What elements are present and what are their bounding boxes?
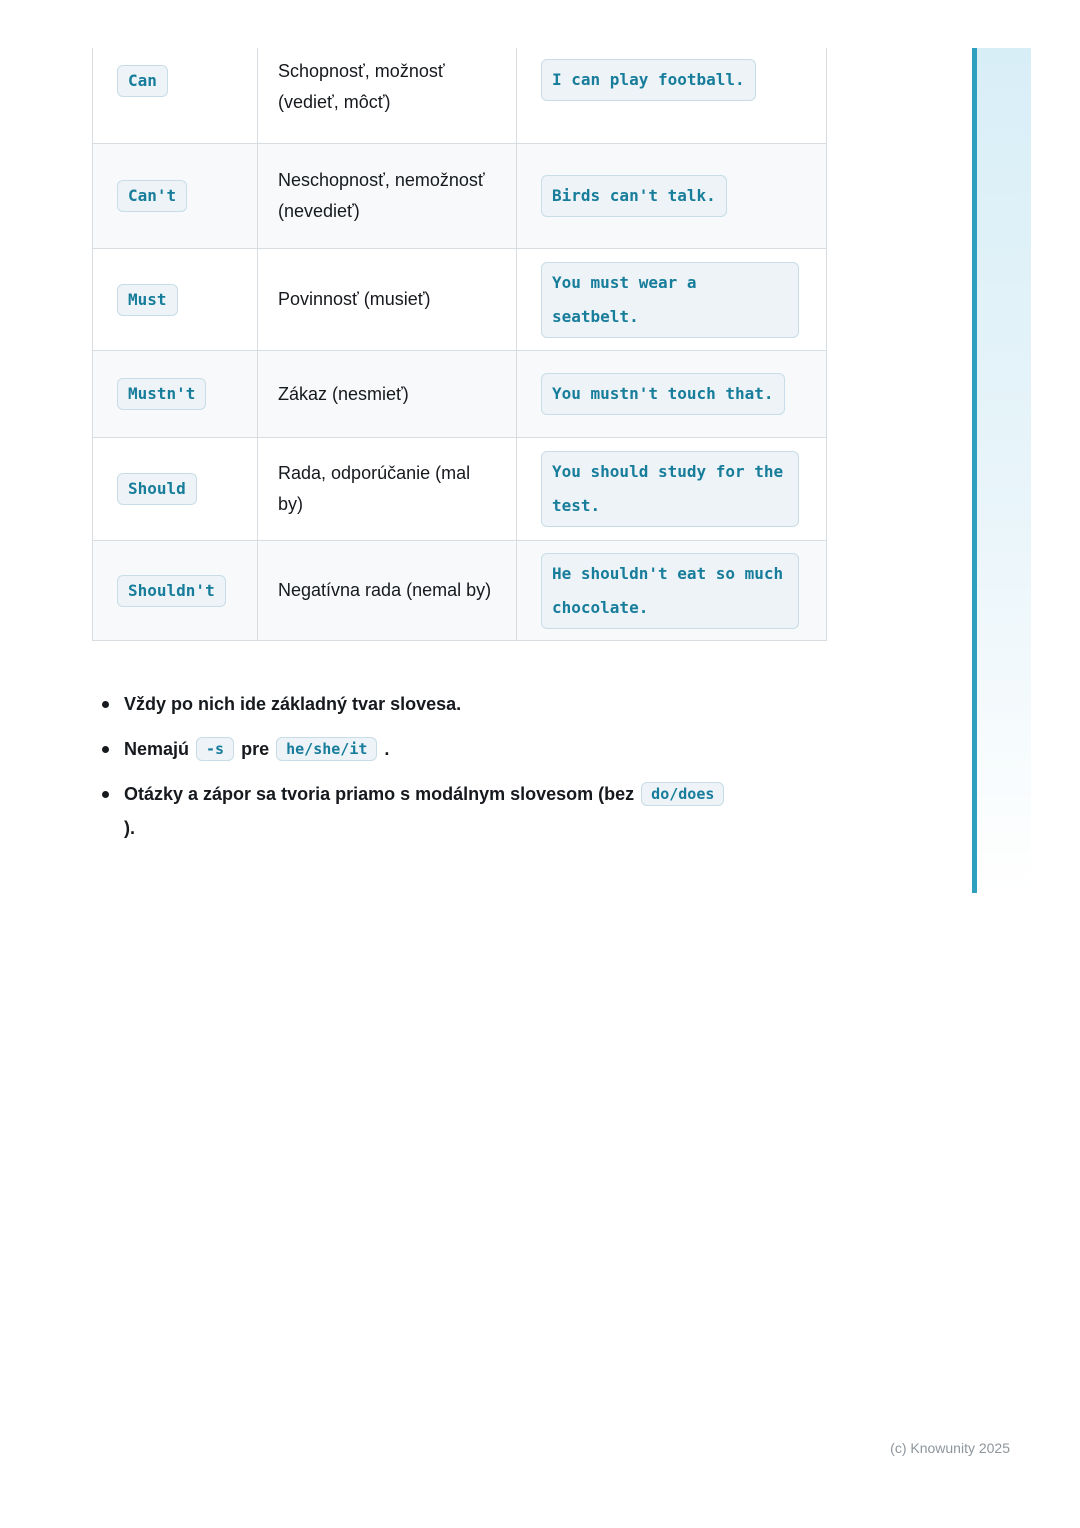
modal-cell bbox=[93, 351, 258, 437]
modal-cell bbox=[93, 541, 258, 640]
example-cell bbox=[517, 351, 828, 437]
meaning-text: Rada, odporúčanie (mal by) bbox=[278, 463, 471, 514]
meaning-cell bbox=[258, 351, 517, 437]
modal-badge: Must bbox=[117, 284, 178, 316]
page-edge-gradient bbox=[977, 48, 1031, 893]
meaning-cell bbox=[258, 541, 517, 640]
example-badge: You should study for the test. bbox=[541, 451, 799, 527]
table-row bbox=[93, 48, 826, 144]
note-text: . bbox=[379, 739, 390, 759]
modal-badge: Can bbox=[117, 65, 168, 97]
note-text: Otázky a zápor sa tvoria priamo s modálnym slovesom (bez bbox=[124, 784, 640, 804]
example-cell bbox=[517, 48, 828, 143]
modal-cell bbox=[93, 144, 258, 248]
example-badge: You mustn't touch that. bbox=[541, 373, 785, 415]
modal-cell bbox=[93, 438, 258, 540]
meaning-text: Neschopnosť, nemožnosť (nevedieť) bbox=[278, 170, 485, 221]
meaning-text: Schopnosť, možnosť (vedieť, môcť) bbox=[278, 61, 445, 112]
meaning-cell bbox=[258, 144, 517, 248]
inline-code-badge: do/does bbox=[641, 782, 724, 806]
table-row bbox=[93, 351, 826, 438]
meaning-text: Negatívna rada (nemal by) bbox=[278, 580, 492, 600]
note-item bbox=[92, 687, 737, 721]
modal-cell bbox=[93, 249, 258, 350]
example-badge: I can play football. bbox=[541, 59, 756, 101]
modal-badge: Shouldn't bbox=[117, 575, 226, 607]
meaning-cell bbox=[258, 249, 517, 350]
example-badge: Birds can't talk. bbox=[541, 175, 727, 217]
example-cell bbox=[517, 541, 828, 640]
modal-cell bbox=[93, 48, 258, 143]
note-text: ). bbox=[124, 818, 135, 838]
note-text: Vždy po nich ide základný tvar slovesa. bbox=[124, 694, 462, 714]
note-item bbox=[92, 732, 737, 766]
meaning-text: Zákaz (nesmieť) bbox=[278, 383, 409, 404]
example-badge: He shouldn't eat so much chocolate. bbox=[541, 553, 799, 629]
meaning-cell bbox=[258, 438, 517, 540]
content-area bbox=[92, 48, 827, 856]
note-item bbox=[92, 777, 737, 845]
table-row bbox=[93, 249, 826, 351]
inline-code-badge: -s bbox=[196, 737, 234, 761]
example-cell bbox=[517, 438, 828, 540]
note-text: pre bbox=[236, 739, 275, 759]
meaning-cell bbox=[258, 48, 517, 143]
copyright-text: (c) Knowunity 2025 bbox=[890, 1440, 1010, 1456]
modal-badge: Can't bbox=[117, 180, 187, 212]
example-badge: You must wear a seatbelt. bbox=[541, 262, 799, 338]
modal-verbs-table bbox=[92, 48, 827, 641]
table-row bbox=[93, 541, 826, 641]
table-row bbox=[93, 144, 826, 249]
notes-list bbox=[92, 687, 737, 845]
note-text: Nemajú bbox=[124, 739, 195, 759]
inline-code-badge: he/she/it bbox=[276, 737, 377, 761]
modal-badge: Should bbox=[117, 473, 197, 505]
table-row bbox=[93, 438, 826, 541]
modal-badge: Mustn't bbox=[117, 378, 206, 410]
example-cell bbox=[517, 144, 828, 248]
meaning-text: Povinnosť (musieť) bbox=[278, 289, 431, 309]
example-cell bbox=[517, 249, 828, 350]
